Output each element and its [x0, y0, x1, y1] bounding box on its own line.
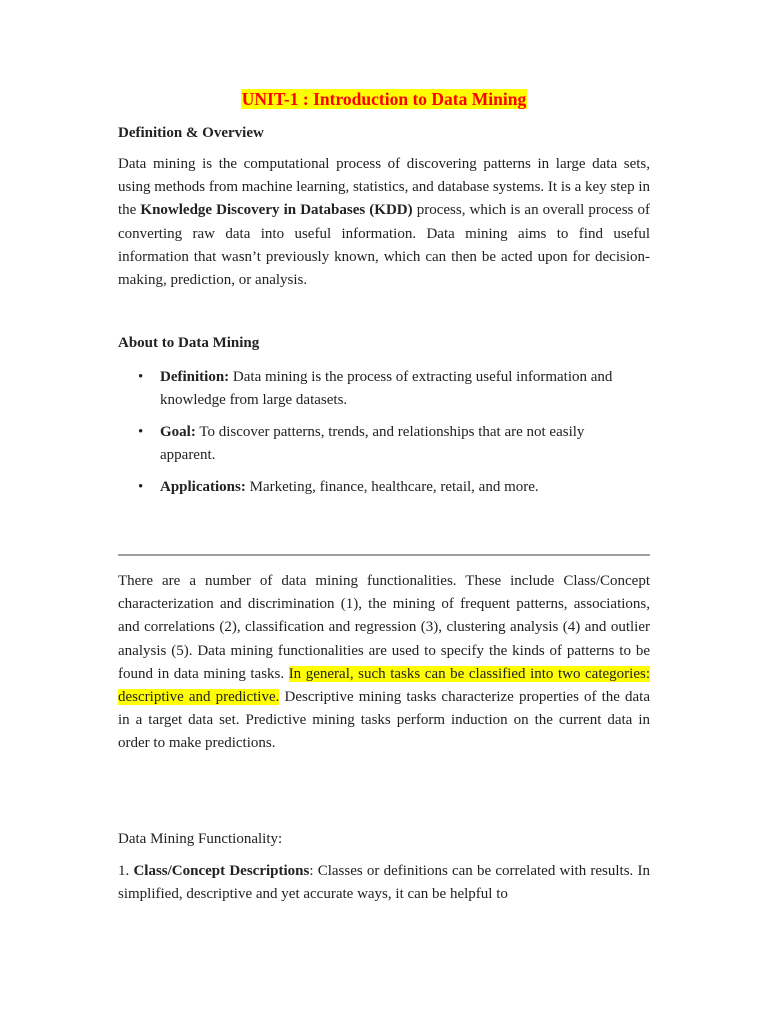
bullet-label: Definition:: [160, 369, 230, 385]
bullet-label: Applications:: [160, 479, 246, 495]
definition-text-1: Data mining is the computational process of discovering patterns in large data sets, using methods from machine learning, statistics, and database systems. It is a key step in the: [118, 156, 650, 219]
bullet-text: Data mining is the process of extracting useful information and knowledge from large datasets.: [160, 369, 613, 408]
bullet-icon: •: [138, 479, 144, 495]
section-heading-definition: Definition & Overview: [118, 125, 264, 141]
item-label: Class/Concept Descriptions: [133, 863, 310, 879]
functionalities-paragraph: [118, 570, 650, 756]
section-heading-about: About to Data Mining: [118, 335, 260, 351]
functionalities-text-2: Descriptive mining tasks characterize properties of the data in a target data set. Predictive mining tasks perform induction on the current data in order to make predictions.: [118, 689, 651, 752]
functionalities-text-1: There are a number of data mining functionalities. These include Class/Concept characterization and discrimination (1), the mining of frequent patterns, associations, and correlations (2), classification and regression (3), clustering analysis (4) and outlier analysis (5). Data mining functionalities are used to specify the kinds of patterns to be found in data mining tasks.: [118, 573, 650, 682]
horizontal-divider: [118, 554, 650, 556]
bullet-icon: •: [138, 424, 144, 440]
functionality-list-heading: Data Mining Functionality:: [118, 831, 283, 847]
bullet-icon: •: [138, 369, 144, 385]
highlighted-sentence: In general, such tasks can be classified into two categories: descriptive and predictive.: [118, 665, 650, 706]
about-bullet-list: [118, 366, 650, 509]
item-number: 1.: [118, 863, 134, 879]
title-highlight: UNIT-1 : Introduction to Data Mining: [241, 89, 527, 109]
list-item: [118, 476, 640, 499]
item-text: : Classes or definitions can be correlated with results. In simplified, descriptive and yet accurate ways, it can be helpful to: [118, 863, 651, 903]
page-title: [118, 88, 650, 110]
kdd-term: Knowledge Discovery in Databases (KDD): [140, 202, 413, 219]
bullet-text: Marketing, finance, healthcare, retail, and more.: [245, 479, 539, 495]
functionality-item-1: [118, 860, 650, 906]
bullet-label: Goal:: [160, 424, 196, 440]
list-item: [118, 366, 640, 411]
bullet-text: To discover patterns, trends, and relationships that are not easily apparent.: [160, 424, 585, 463]
list-item: [118, 421, 640, 466]
definition-paragraph: [118, 153, 650, 292]
definition-text-2: process, which is an overall process of converting raw data into useful information. Data mining aims to find useful information that wasn’t previously known, which can then be acted upon for decision-making, prediction, or analysis.: [118, 202, 650, 289]
